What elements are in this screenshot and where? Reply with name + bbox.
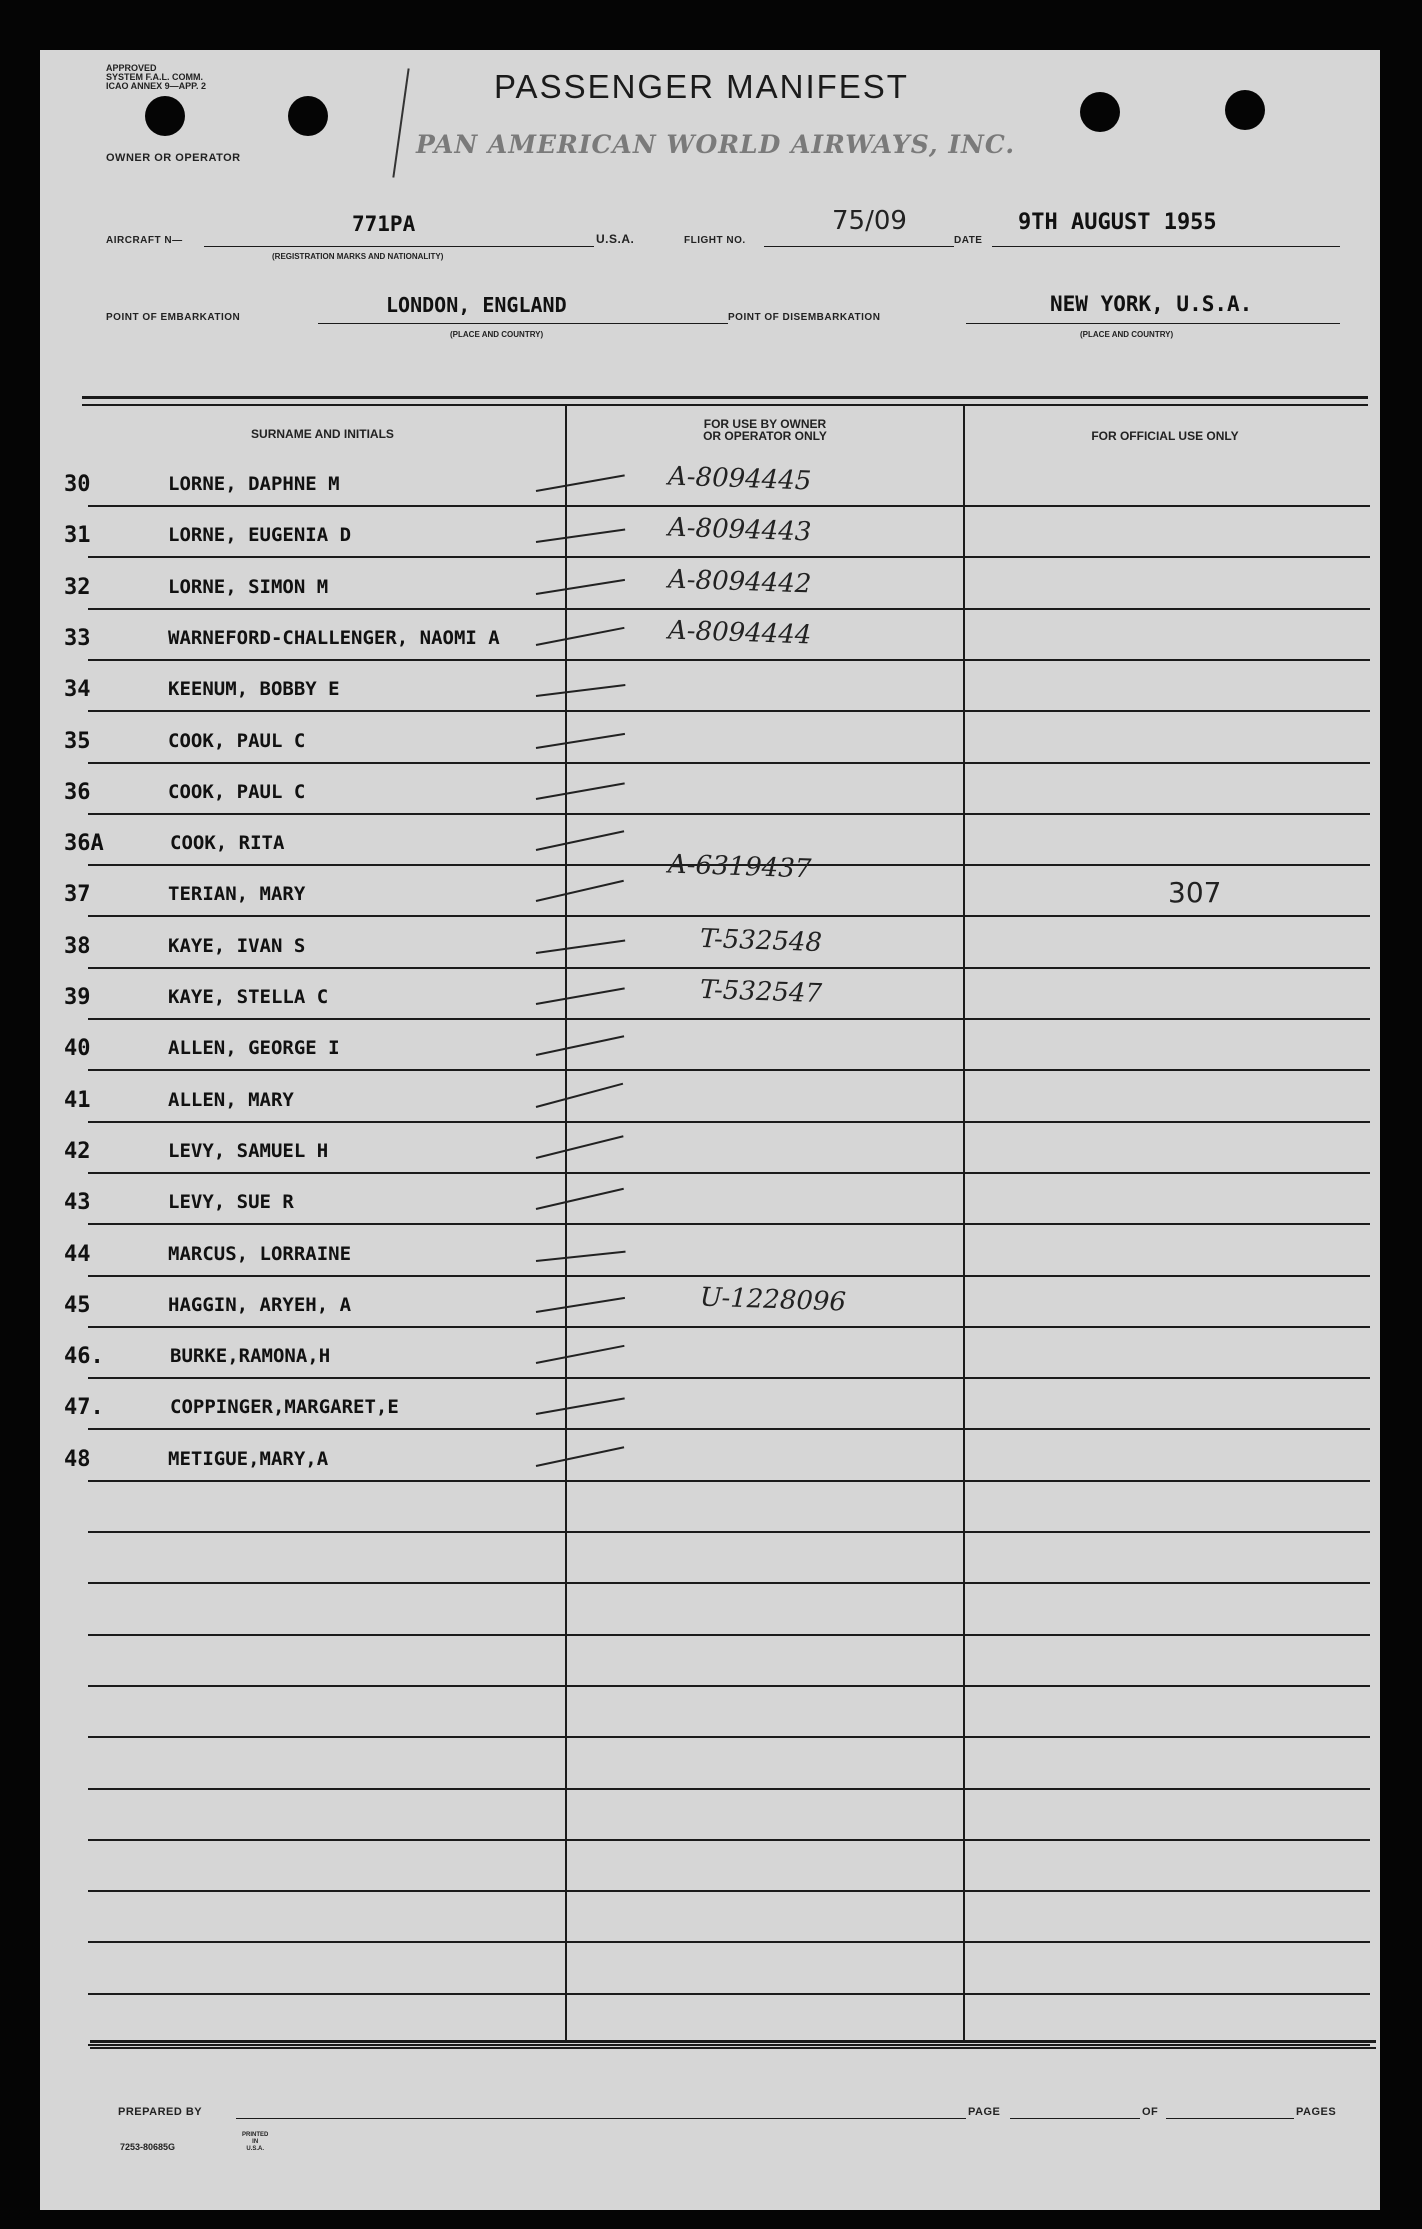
row-number: 36A bbox=[64, 831, 104, 857]
row-number: 34 bbox=[64, 677, 91, 703]
row-rule bbox=[88, 1275, 1370, 1277]
row-rule bbox=[88, 1223, 1370, 1225]
passenger-name: COPPINGER,MARGARET,E bbox=[170, 1396, 399, 1419]
row-rule bbox=[88, 1172, 1370, 1174]
row-number: 32 bbox=[64, 574, 91, 600]
document-number: A-8094444 bbox=[667, 615, 812, 651]
owner-operator-label: OWNER OR OPERATOR bbox=[106, 152, 241, 164]
row-rule bbox=[88, 1634, 1370, 1636]
passenger-name: WARNEFORD-CHALLENGER, NAOMI A bbox=[168, 626, 500, 649]
row-number: 43 bbox=[64, 1190, 91, 1216]
passenger-name: LORNE, SIMON M bbox=[168, 575, 329, 598]
disembarkation-value: NEW YORK, U.S.A. bbox=[1050, 292, 1253, 316]
usa-label: U.S.A. bbox=[596, 232, 635, 246]
row-number: 30 bbox=[64, 472, 91, 497]
passenger-name: TERIAN, MARY bbox=[168, 883, 306, 906]
page-label: PAGE bbox=[968, 2106, 1001, 2118]
row-number: 40 bbox=[64, 1036, 91, 1062]
approval-note: APPROVED SYSTEM F.A.L. COMM. ICAO ANNEX 9—APP. 2 bbox=[106, 63, 207, 91]
manifest-page bbox=[40, 50, 1380, 2210]
form-code: 7253-80685G bbox=[120, 2142, 176, 2152]
row-number: 44 bbox=[64, 1241, 91, 1267]
disembarkation-label: POINT OF DISEMBARKATION bbox=[728, 312, 881, 323]
passenger-name: LEVY, SAMUEL H bbox=[168, 1139, 329, 1162]
punch-hole-2 bbox=[288, 96, 328, 136]
row-rule bbox=[88, 1839, 1370, 1841]
date-label: DATE bbox=[954, 235, 983, 246]
of-label: OF bbox=[1142, 2106, 1159, 2118]
prepared-by-label: PREPARED BY bbox=[118, 2106, 203, 2118]
row-rule bbox=[88, 659, 1370, 661]
table-top-rule-2 bbox=[82, 404, 1368, 406]
disembarkation-caption: (PLACE AND COUNTRY) bbox=[1080, 330, 1174, 339]
row-number: 33 bbox=[64, 625, 91, 651]
document-number: T-532548 bbox=[699, 923, 823, 958]
airline-name: PAN AMERICAN WORLD AIRWAYS, INC. bbox=[416, 130, 1016, 159]
registration-caption: (REGISTRATION MARKS AND NATIONALITY) bbox=[272, 252, 444, 261]
row-rule bbox=[88, 2044, 1370, 2046]
row-rule bbox=[88, 556, 1370, 558]
row-rule bbox=[88, 1685, 1370, 1687]
passenger-name: COOK, PAUL C bbox=[168, 780, 306, 803]
passenger-name: LORNE, EUGENIA D bbox=[168, 524, 352, 547]
row-rule bbox=[88, 1993, 1370, 1995]
flight-underline bbox=[764, 246, 954, 247]
official-entry: 307 bbox=[1168, 876, 1222, 910]
row-number: 45 bbox=[64, 1292, 91, 1318]
flight-value: 75/09 bbox=[832, 206, 907, 236]
row-rule bbox=[88, 1788, 1370, 1790]
row-rule bbox=[88, 505, 1370, 507]
passenger-name: KAYE, STELLA C bbox=[168, 986, 329, 1008]
aircraft-label: AIRCRAFT N— bbox=[106, 235, 183, 246]
printed-in-usa: PRINTED IN U.S.A. bbox=[242, 2132, 269, 2152]
row-rule bbox=[88, 967, 1370, 969]
punch-hole-3 bbox=[1080, 92, 1120, 132]
column-header-owner: FOR USE BY OWNER OR OPERATOR ONLY bbox=[703, 417, 827, 443]
row-number: 35 bbox=[64, 728, 91, 754]
page-underline bbox=[1010, 2118, 1140, 2119]
row-number: 36 bbox=[64, 779, 91, 805]
row-number: 37 bbox=[64, 882, 91, 908]
table-bottom-rule-1 bbox=[90, 2040, 1376, 2043]
row-rule bbox=[88, 1890, 1370, 1892]
column-header-name: SURNAME AND INITIALS bbox=[251, 427, 394, 441]
document-number: U-1228096 bbox=[699, 1282, 847, 1318]
row-number: 41 bbox=[64, 1087, 91, 1113]
row-rule bbox=[88, 1069, 1370, 1071]
passenger-name: MARCUS, LORRAINE bbox=[168, 1242, 352, 1265]
document-number: A-8094445 bbox=[667, 461, 812, 497]
row-rule bbox=[88, 1428, 1370, 1430]
row-rule bbox=[88, 710, 1370, 712]
embarkation-value: LONDON, ENGLAND bbox=[386, 293, 567, 317]
row-rule bbox=[88, 1377, 1370, 1379]
row-rule bbox=[88, 1582, 1370, 1584]
document-number: A-8094443 bbox=[667, 512, 812, 548]
row-rule bbox=[88, 915, 1370, 917]
document-number: A-6319437 bbox=[667, 849, 812, 885]
passenger-name: ALLEN, GEORGE I bbox=[168, 1037, 340, 1060]
passenger-name: BURKE,RAMONA,H bbox=[170, 1345, 331, 1368]
date-value: 9TH AUGUST 1955 bbox=[1018, 210, 1217, 235]
embarkation-underline bbox=[318, 323, 728, 324]
aircraft-value: 771PA bbox=[352, 212, 416, 236]
row-number: 46. bbox=[64, 1344, 104, 1370]
row-number: 48 bbox=[64, 1446, 91, 1472]
passenger-name: ALLEN, MARY bbox=[168, 1088, 294, 1111]
embarkation-caption: (PLACE AND COUNTRY) bbox=[450, 330, 544, 339]
passenger-name: HAGGIN, ARYEH, A bbox=[168, 1293, 352, 1316]
prepared-by-underline bbox=[236, 2118, 966, 2119]
row-rule bbox=[88, 813, 1370, 815]
row-rule bbox=[88, 1121, 1370, 1123]
row-rule bbox=[88, 608, 1370, 610]
passenger-name: COOK, PAUL C bbox=[168, 729, 306, 752]
row-rule bbox=[88, 762, 1370, 764]
passenger-name: LEVY, SUE R bbox=[168, 1191, 294, 1214]
punch-hole-4 bbox=[1225, 90, 1265, 130]
aircraft-underline bbox=[204, 246, 594, 247]
row-rule bbox=[88, 1480, 1370, 1482]
date-underline bbox=[992, 246, 1340, 247]
embarkation-label: POINT OF EMBARKATION bbox=[106, 312, 241, 323]
passenger-name: LORNE, DAPHNE M bbox=[168, 473, 340, 495]
of-underline bbox=[1166, 2118, 1294, 2119]
table-bottom-rule-2 bbox=[90, 2047, 1376, 2049]
passenger-name: KEENUM, BOBBY E bbox=[168, 678, 340, 701]
row-number: 39 bbox=[64, 985, 91, 1010]
row-number: 47. bbox=[64, 1395, 104, 1421]
row-number: 31 bbox=[64, 523, 91, 549]
row-rule bbox=[88, 1531, 1370, 1533]
flight-label: FLIGHT NO. bbox=[684, 235, 746, 246]
row-number: 42 bbox=[64, 1138, 91, 1164]
passenger-name: METIGUE,MARY,A bbox=[168, 1447, 329, 1470]
row-rule bbox=[88, 1941, 1370, 1943]
disembarkation-underline bbox=[966, 323, 1340, 324]
document-number: A-8094442 bbox=[667, 564, 812, 600]
row-rule bbox=[88, 1736, 1370, 1738]
pages-label: PAGES bbox=[1296, 2106, 1337, 2118]
row-number: 38 bbox=[64, 933, 91, 959]
passenger-name: COOK, RITA bbox=[170, 832, 285, 855]
manifest-title: PASSENGER MANIFEST bbox=[494, 68, 909, 105]
passenger-name: KAYE, IVAN S bbox=[168, 934, 306, 957]
row-rule bbox=[88, 1326, 1370, 1328]
document-number: T-532547 bbox=[699, 974, 823, 1010]
punch-hole-1 bbox=[145, 96, 185, 136]
column-header-official: FOR OFFICIAL USE ONLY bbox=[1091, 429, 1239, 443]
table-top-rule-1 bbox=[82, 396, 1368, 399]
row-rule bbox=[88, 1018, 1370, 1020]
